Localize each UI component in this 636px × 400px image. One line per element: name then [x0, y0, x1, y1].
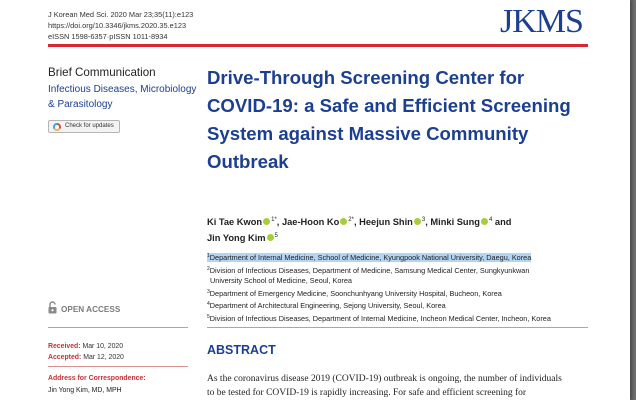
affiliation-number: 5 — [207, 313, 210, 320]
author-affiliation-mark: 1* — [271, 217, 277, 223]
crossmark-icon — [53, 123, 61, 131]
author-affiliation-mark: 2* — [348, 217, 354, 223]
affiliation-text — [207, 301, 446, 310]
affiliation-name: Division of Infectious Diseases, Department of Internal Medicine, Incheon Medical Center, Incheon, Korea — [209, 313, 551, 323]
abstract-line: to be tested for COVID-19 is rapidly increasing. For safe and efficient screening for — [207, 388, 527, 398]
doi-link[interactable]: https://doi.org/10.3346/jkms.2020.35.e123 — [48, 21, 187, 30]
received-value: Mar 10, 2020 — [82, 343, 124, 350]
affiliation-name: Department of Internal Medicine, School of Medicine, Kyungpook National University, Daegu, Korea — [209, 253, 532, 262]
article-title: Drive-Through Screening Center for COVID-19: a Safe and Efficient Screening System against Massive Community Outbreak — [207, 67, 571, 172]
orcid-icon[interactable] — [267, 234, 274, 241]
author-name[interactable]: Heejun Shin — [359, 217, 413, 227]
correspondence-name: Jin Yong Kim, MD, MPH — [48, 387, 122, 394]
affiliation-item — [207, 251, 591, 264]
author-name[interactable]: Minki Sung — [430, 217, 480, 227]
affiliation-name: Department of Emergency Medicine, Soonchunhyang University Hospital, Bucheon, Korea — [209, 288, 502, 298]
affiliation-text — [207, 289, 502, 298]
abstract-line: As the coronavirus disease 2019 (COVID-19) outbreak is ongoing, the number of individuals — [207, 374, 562, 384]
affiliation-text — [207, 314, 551, 323]
journal-logo: JKMS — [500, 3, 583, 40]
affiliation-item — [207, 264, 591, 277]
affiliation-text — [207, 253, 531, 262]
received-date — [48, 343, 123, 350]
author-separator: and — [492, 217, 512, 227]
affiliation-divider — [207, 327, 588, 328]
author-name[interactable]: Jin Yong Kim — [207, 233, 266, 243]
affiliation-name: Division of Infectious Diseases, Department of Medicine, Samsung Medical Center, Sungkyunkwan — [209, 265, 530, 275]
abstract-text — [207, 372, 587, 400]
open-lock-icon — [48, 301, 57, 314]
article-category: Infectious Diseases, Microbiology & Parasitology — [48, 84, 197, 110]
affiliation-item — [207, 287, 591, 300]
affiliation-list — [207, 251, 591, 325]
header-divider — [48, 44, 588, 47]
author-name[interactable]: Jae-Hoon Ko — [281, 217, 340, 227]
author-affiliation-mark: 4 — [488, 217, 493, 223]
check-for-updates-label: Check for updates — [65, 123, 114, 129]
correspondence-label: Address for Correspondence: — [48, 375, 146, 382]
affiliation-number: 3 — [207, 288, 210, 295]
author-separator: , — [425, 217, 431, 227]
affiliation-name: University School of Medicine, Seoul, Korea — [210, 276, 352, 286]
affiliation-number: 4 — [207, 301, 210, 308]
check-for-updates-button[interactable] — [48, 120, 120, 133]
abstract-heading: ABSTRACT — [207, 343, 276, 357]
accepted-label: Accepted: — [48, 354, 82, 361]
open-access-label: OPEN ACCESS — [61, 305, 121, 314]
author-separator: , — [353, 217, 360, 227]
article-type: Brief Communication — [48, 66, 156, 79]
accepted-value: Mar 12, 2020 — [83, 354, 124, 361]
issn-line: eISSN 1598-6357·pISSN 1011-8934 — [48, 32, 168, 41]
affiliation-text — [210, 276, 352, 285]
affiliation-item — [207, 312, 591, 325]
citation-line: J Korean Med Sci. 2020 Mar 23;35(11):e123 — [48, 10, 194, 19]
affiliation-item — [207, 299, 591, 312]
author-separator: , — [276, 217, 282, 227]
author-list — [207, 213, 587, 245]
orcid-icon[interactable] — [414, 218, 421, 225]
affiliation-name: Department of Architectural Engineering, Sejong University, Seoul, Korea — [209, 301, 446, 311]
sidebar-divider — [48, 327, 188, 328]
dates-divider — [48, 366, 188, 367]
orcid-icon[interactable] — [481, 218, 488, 225]
orcid-icon[interactable] — [340, 218, 347, 225]
orcid-icon[interactable] — [263, 218, 270, 225]
author-affiliation-mark: 5 — [274, 233, 278, 239]
affiliation-item — [207, 276, 591, 287]
affiliation-text — [207, 266, 529, 275]
author-name[interactable]: Ki Tae Kwon — [207, 217, 263, 227]
affiliation-number: 2 — [207, 265, 210, 272]
author-affiliation-mark: 3 — [421, 217, 426, 223]
affiliation-number: 1 — [207, 253, 210, 259]
accepted-date — [48, 354, 124, 361]
received-label: Received: — [48, 343, 81, 350]
